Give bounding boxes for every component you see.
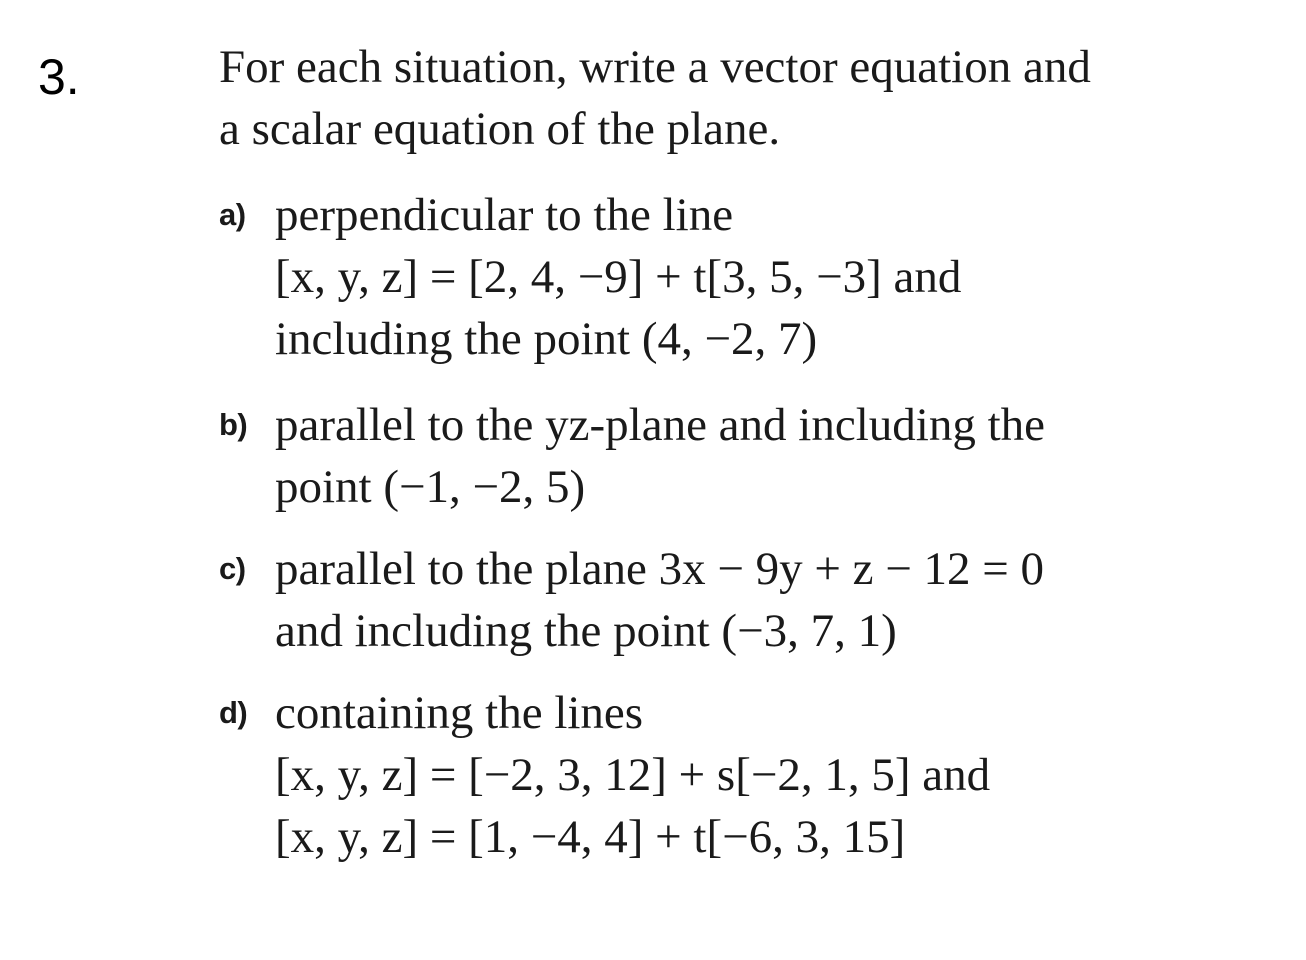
question-intro (219, 36, 1259, 160)
intro-line: a scalar equation of the plane. (219, 103, 781, 155)
part-d-line: [x, y, z] = [1, −4, 4] + t[−6, 3, 15] (275, 811, 906, 863)
part-a-body (275, 184, 961, 370)
part-c (219, 538, 1259, 662)
part-a (219, 184, 1259, 370)
part-d-label: d) (219, 695, 248, 730)
part-a-label: a) (219, 197, 246, 232)
part-a-line: [x, y, z] = [2, 4, −9] + t[3, 5, −3] and (275, 251, 962, 303)
part-d-line: containing the lines (275, 687, 644, 739)
part-a-line: including the point (4, −2, 7) (275, 313, 818, 365)
part-d (219, 682, 1259, 868)
question-content (219, 36, 1259, 868)
part-b-label: b) (219, 407, 248, 442)
part-c-body (275, 538, 1044, 662)
part-b (219, 394, 1259, 518)
part-c-line: parallel to the plane 3x − 9y + z − 12 = 0 (275, 543, 1045, 595)
intro-line: For each situation, write a vector equation and (219, 41, 1091, 93)
part-b-line: point (−1, −2, 5) (275, 461, 586, 513)
part-c-label: c) (219, 551, 246, 586)
part-b-line: parallel to the yz-plane and including the (275, 399, 1045, 451)
part-b-body (275, 394, 1045, 518)
part-c-line: and including the point (−3, 7, 1) (275, 605, 897, 657)
part-a-line: perpendicular to the line (275, 189, 734, 241)
part-d-body (275, 682, 990, 868)
question-number: 3. (38, 49, 80, 105)
part-d-line: [x, y, z] = [−2, 3, 12] + s[−2, 1, 5] and (275, 749, 991, 801)
